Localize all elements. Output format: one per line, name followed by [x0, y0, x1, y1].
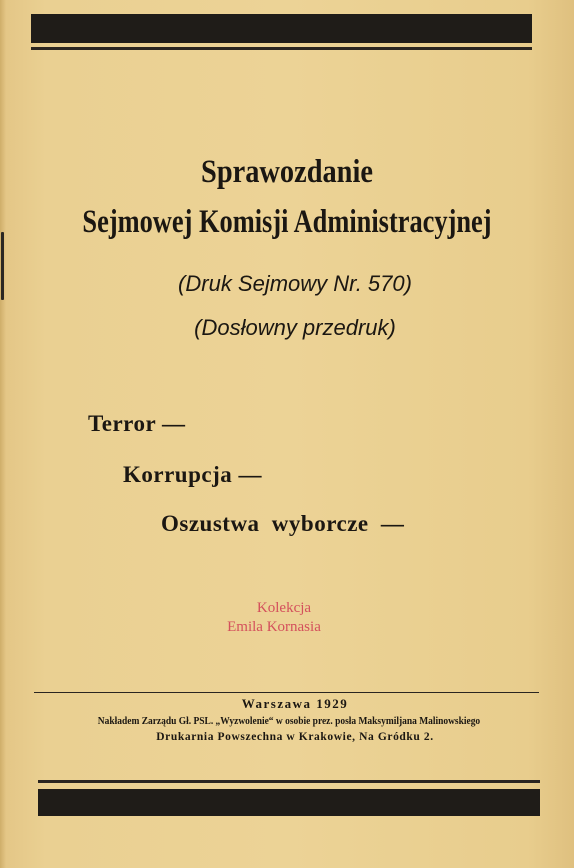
- page-edge-shadow: [0, 0, 6, 868]
- title-line-1: Sprawozdanie: [201, 154, 373, 190]
- collection-stamp-line-2: Emila Kornasia: [227, 619, 321, 635]
- slogan-oszustwa: Oszustwa wyborcze —: [161, 511, 405, 536]
- imprint-printer: Drukarnia Powszechna w Krakowie, Na Gródku 2.: [156, 731, 434, 743]
- slogan-korrupcja: Korrupcja —: [123, 462, 263, 487]
- binding-mark: [1, 232, 4, 300]
- bottom-decorative-rule: [38, 780, 540, 783]
- collection-stamp-line-1: Kolekcja: [256, 600, 312, 616]
- top-decorative-bar: [31, 14, 532, 43]
- bottom-decorative-bar: [38, 789, 540, 816]
- imprint-publisher: Nakładem Zarządu Gł. PSL. „Wyzwolenie“ w osobie prez. posła Maksymiljana Malinowskiego: [97, 715, 481, 727]
- top-decorative-rule: [31, 47, 532, 50]
- subtitle-line-2: (Dosłowny przedruk): [194, 315, 396, 340]
- imprint-place-year: Warszawa 1929: [241, 696, 349, 711]
- subtitle-line-1: (Druk Sejmowy Nr. 570): [178, 271, 412, 296]
- imprint-divider: [34, 692, 539, 693]
- slogan-terror: Terror —: [88, 411, 186, 436]
- title-line-2: Sejmowej Komisji Administracyjnej: [82, 204, 492, 240]
